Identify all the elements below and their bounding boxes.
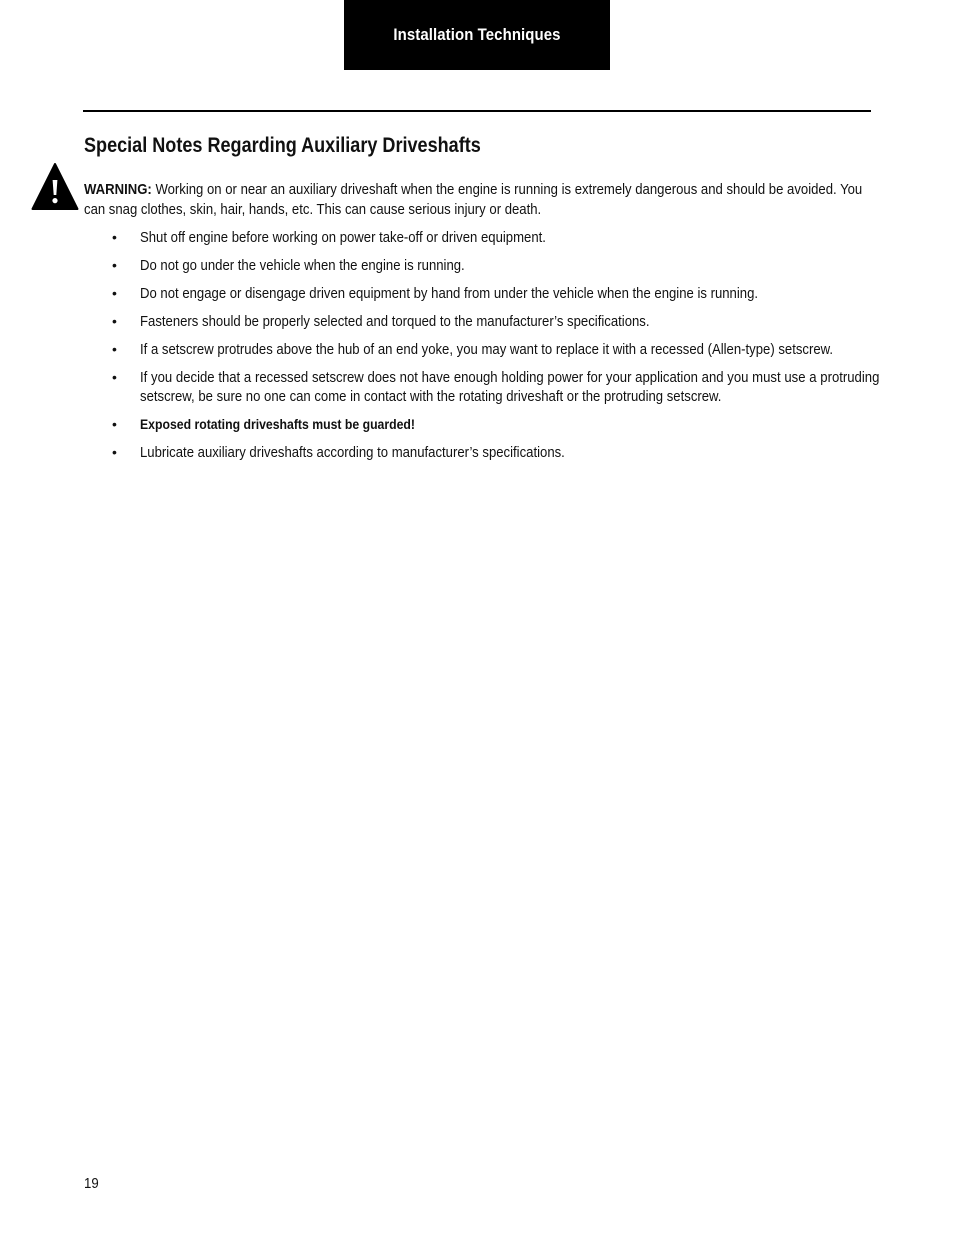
warning-paragraph [84,180,872,219]
bullet-marker: • [112,229,117,245]
list-item-text: Do not go under the vehicle when the engine is running. [140,257,465,274]
header-tab [344,0,610,70]
bullet-marker: • [112,369,117,385]
list-item-text: If you decide that a recessed setscrew does not have enough holding power for your application and you must use a protruding setscrew, be sure no one can come in contact with the rotating driveshaft or the protruding setscrew. [140,369,880,405]
list-item [112,312,871,331]
bullet-marker: • [112,341,117,357]
list-item [112,443,871,462]
bullet-marker: • [112,444,117,460]
header-tab-label: Installation Techniques [393,25,561,44]
list-item [112,368,880,406]
list-item [112,284,871,303]
list-item-text: Fasteners should be properly selected and torqued to the manufacturer’s specifications. [140,313,650,330]
bullet-marker: • [112,285,117,301]
list-item [112,228,871,247]
section-title: Special Notes Regarding Auxiliary Driveshafts [84,134,481,157]
list-item-text: If a setscrew protrudes above the hub of an end yoke, you may want to replace it with a recessed (Allen-type) setscrew. [140,341,834,358]
bullet-marker: • [112,313,117,329]
warning-text: Working on or near an auxiliary driveshaft when the engine is running is extremely dangerous and should be avoided. You can snag clothes, skin, hair, hands, etc. This can cause serious injury or death. [84,181,863,218]
list-item-text: Shut off engine before working on power take-off or driven equipment. [140,229,546,246]
list-item-text: Exposed rotating driveshafts must be guarded! [140,416,415,432]
bullet-marker: • [112,257,117,273]
list-item-text: Do not engage or disengage driven equipment by hand from under the vehicle when the engine is running. [140,285,759,302]
list-item-emphasis [112,415,871,434]
list-item [112,256,871,275]
list-item-text: Lubricate auxiliary driveshafts according to manufacturer’s specifications. [140,444,565,461]
warning-triangle-icon [31,162,79,211]
safety-bullet-list [112,228,880,471]
list-item [112,340,871,359]
section-divider [83,110,871,112]
bullet-marker: • [112,416,117,432]
warning-label: WARNING: [84,181,152,198]
page-number: 19 [84,1175,99,1192]
